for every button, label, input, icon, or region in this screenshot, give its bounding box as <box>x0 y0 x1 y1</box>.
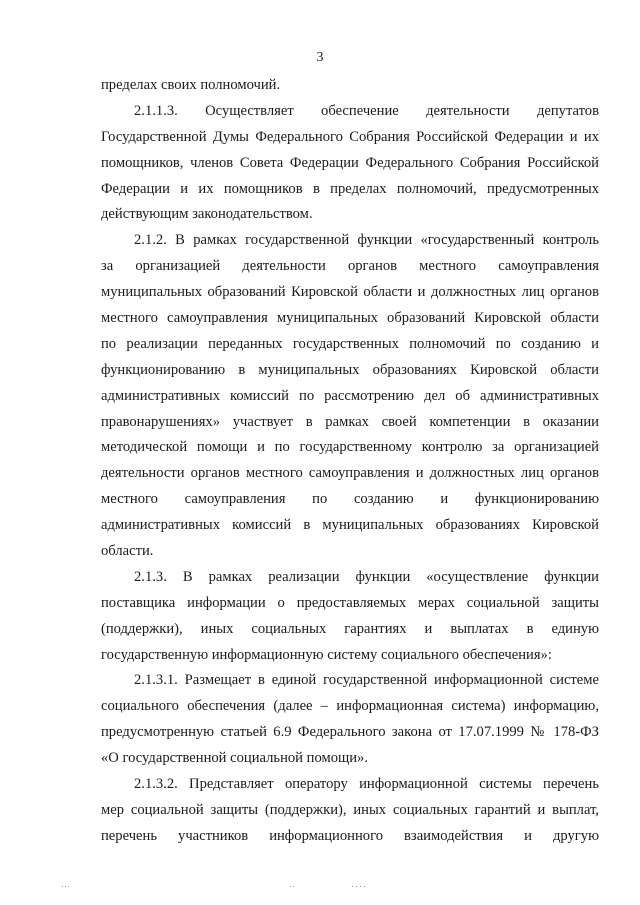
text-line: функционированию в муниципальных образованиях Кировской области <box>101 361 599 378</box>
text-line: 2.1.2. В рамках государственной функции «государственный контроль <box>134 232 599 249</box>
document-body <box>101 73 599 850</box>
text-line: 2.1.3. В рамках реализации функции «осуществление функции <box>134 568 599 585</box>
text-line: государственную информационную систему социального обеспечения»: <box>101 646 552 663</box>
text-line: предусмотренную статьей 6.9 Федерального закона от 17.07.1999 № 178-ФЗ <box>101 724 599 741</box>
text-line: деятельности органов местного самоуправления и должностных лиц органов <box>101 465 599 482</box>
text-line: 2.1.1.3. Осуществляет обеспечение деятельности депутатов <box>134 102 599 119</box>
text-line: социального обеспечения (далее – информационная система) информацию, <box>101 698 599 715</box>
text-line: Федерации и их помощников в пределах полномочий, предусмотренных <box>101 180 599 197</box>
text-line: Государственной Думы Федерального Собрания Российской Федерации и их <box>101 128 599 145</box>
scan-artifacts <box>0 883 640 893</box>
text-line: административных комиссий по рассмотрению дел об административных <box>101 387 599 404</box>
text-line: области. <box>101 543 154 560</box>
text-line: мер социальной защиты (поддержки), иных социальных гарантий и выплат, <box>101 801 599 818</box>
text-line: правонарушениях» участвует в рамках своей компетенции в оказании <box>101 413 599 430</box>
text-line: поставщика информации о предоставляемых мерах социальной защиты <box>101 594 599 611</box>
text-line: (поддержки), иных социальных гарантиях и выплатах в единую <box>101 620 599 637</box>
text-line: пределах своих полномочий. <box>101 77 281 93</box>
text-line: методической помощи и по государственному контролю за организацией <box>101 439 599 456</box>
text-line: 2.1.3.2. Представляет оператору информационной системы перечень <box>134 776 599 793</box>
text-line: помощников, членов Совета Федерации Федерального Собрания Российской <box>101 154 599 171</box>
text-line: «О государственной социальной помощи». <box>101 750 368 767</box>
text-line: перечень участников информационного взаимодействия и другую <box>101 827 599 844</box>
text-line: за организацией деятельности органов местного самоуправления <box>101 258 599 275</box>
text-line: по реализации переданных государственных полномочий по созданию и <box>101 335 599 352</box>
text-line: действующим законодательством. <box>101 206 313 223</box>
text-line: 2.1.3.1. Размещает в единой государственной информационной системе <box>134 672 599 689</box>
text-line: муниципальных образований Кировской области и должностных лиц органов <box>101 284 599 301</box>
text-line: административных комиссий в муниципальных образованиях Кировской <box>101 517 599 534</box>
page-number: 3 <box>316 50 324 65</box>
text-line: местного самоуправления муниципальных образований Кировской области <box>101 310 599 327</box>
text-line: местного самоуправления по созданию и функционированию <box>101 491 599 508</box>
